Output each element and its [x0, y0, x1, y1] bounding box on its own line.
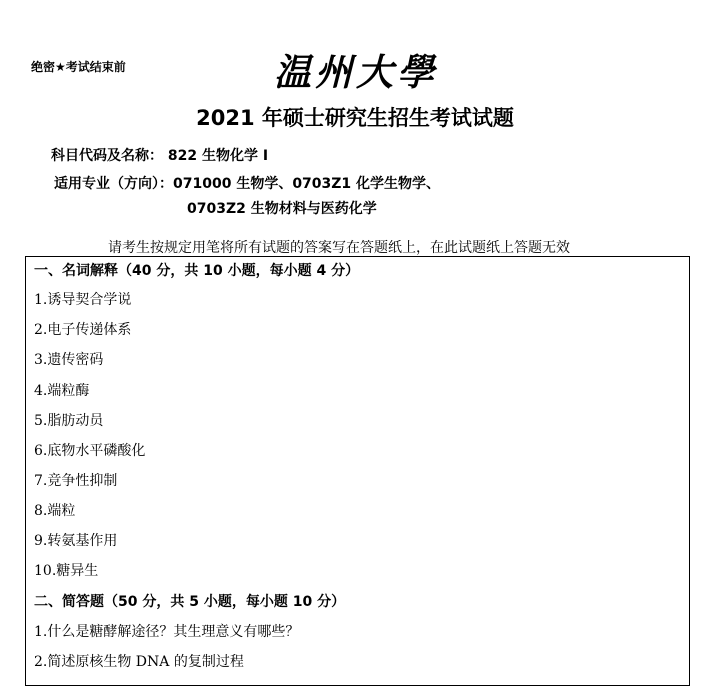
answer-notice: 请考生按规定用笔将所有试题的答案写在答题纸上，在此试题纸上答题无效	[108, 240, 570, 256]
question-item: 5.脂肪动员	[34, 413, 104, 429]
question-item: 1.诱导契合学说	[34, 292, 132, 308]
question-item: 9.转氨基作用	[34, 533, 118, 549]
major-line-2: 0703Z2 生物材料与医药化学	[187, 201, 377, 217]
section-heading: 一、名词解释（40 分，共 10 小题，每小题 4 分）	[34, 263, 360, 279]
question-item: 2.电子传递体系	[34, 322, 132, 338]
question-item: 10.糖异生	[34, 563, 99, 579]
question-item: 7.竞争性抑制	[34, 473, 118, 489]
question-item: 8.端粒	[34, 503, 76, 519]
question-item: 3.遗传密码	[34, 352, 104, 368]
major-line-1: 适用专业（方向）：071000 生物学、0703Z1 化学生物学、	[54, 176, 441, 192]
subject-line: 科目代码及名称： 822 生物化学 I	[51, 148, 269, 164]
university-logo: 温州大學	[274, 50, 438, 94]
question-item: 6.底物水平磷酸化	[34, 443, 146, 459]
section-heading: 二、简答题（50 分，共 5 小题，每小题 10 分）	[34, 594, 346, 610]
question-item: 2.简述原核生物 DNA 的复制过程	[34, 654, 244, 670]
question-item: 4.端粒酶	[34, 383, 90, 399]
confidential-label: 绝密★考试结束前	[31, 60, 126, 74]
question-item: 1.什么是糖酵解途径？其生理意义有哪些？	[34, 624, 300, 640]
exam-title: 2021 年硕士研究生招生考试试题	[196, 106, 514, 130]
